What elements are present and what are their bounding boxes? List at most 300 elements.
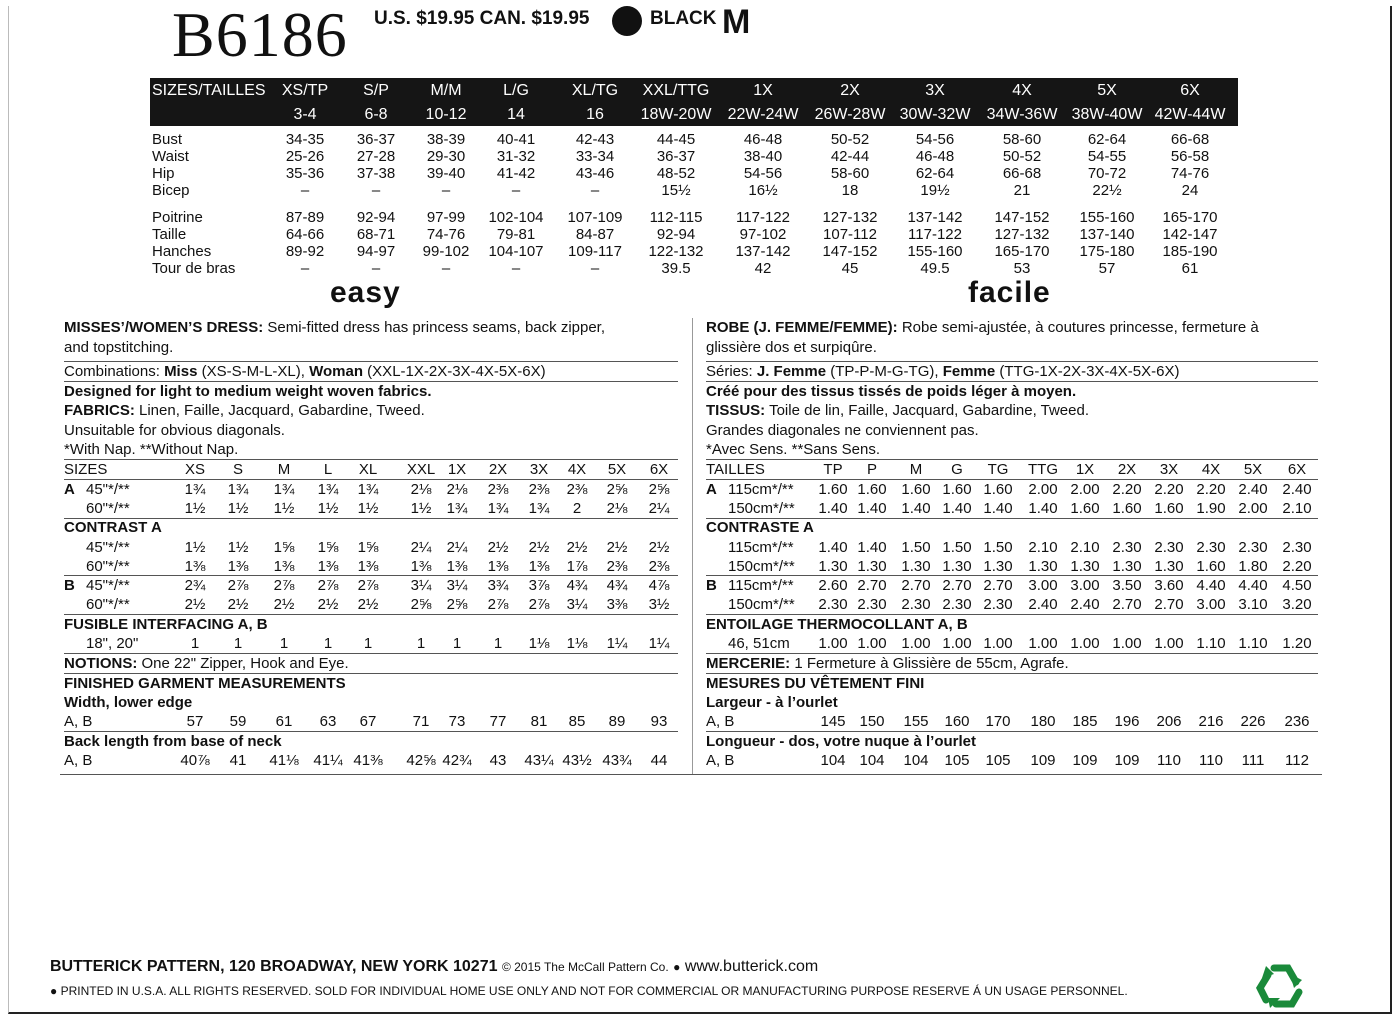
size-header-cell: 4X [1012, 82, 1032, 99]
measure-label: Tour de bras [152, 260, 236, 277]
finished-cell: 110 [1199, 752, 1223, 769]
yardage-cell: 2¼ [446, 539, 468, 556]
finished-cell: 77 [489, 713, 507, 730]
website-link[interactable]: www.butterick.com [684, 958, 819, 975]
finished-cell: 89 [608, 713, 626, 730]
designed-for-part: Créé pour des tissus tissés de poids léger à moyen. [706, 383, 1077, 400]
measure-cell: 49.5 [920, 260, 950, 277]
yardage-cell: 2.70 [1112, 596, 1142, 613]
yardage-cell: 1.60 [1070, 500, 1100, 517]
designed-for-part: Designed for light to medium weight woven fabrics. [64, 383, 432, 400]
divider [706, 614, 1318, 615]
yardage-cell: 1⅜ [357, 558, 379, 575]
yardage-cell: 2 [572, 500, 582, 517]
yardage-size-header: 5X [607, 461, 627, 478]
measure-cell: 102-104 [488, 209, 544, 226]
measure-cell: 45 [841, 260, 859, 277]
notions [706, 655, 1069, 673]
yardage-cell: 1¾ [273, 481, 295, 498]
fabrics-part: Linen, Faille, Jacquard, Gabardine, Tweed. [134, 402, 425, 419]
yardage-cell: 3¾ [487, 577, 509, 594]
measure-cell: – [590, 182, 600, 199]
yardage-cell: 3.00 [1070, 577, 1100, 594]
back-lead-part: A, B [64, 752, 93, 769]
yardage-cell: 2⅜ [648, 558, 670, 575]
measure-cell: 38-39 [426, 131, 466, 148]
yardage-cell: 2⅜ [566, 481, 588, 498]
divider [64, 731, 678, 732]
yardage-cell: 2⅜ [606, 558, 628, 575]
finished-cell: 43½ [562, 752, 592, 769]
finished-cell: 43 [489, 752, 507, 769]
measure-cell: 44-45 [656, 131, 696, 148]
combinations-part: (TP-P-M-G-TG), [826, 363, 943, 380]
divider [64, 575, 678, 576]
measure-cell: 74-76 [426, 226, 466, 243]
yardage-cell: 1.80 [1238, 558, 1268, 575]
finished-cell: 42¾ [442, 752, 472, 769]
measure-cell: 104-107 [488, 243, 544, 260]
size-header-cell: XS/TP [281, 82, 329, 99]
yardage-cell: 1.30 [1154, 558, 1184, 575]
subsize-header-cell: 26W-28W [814, 106, 886, 123]
fabric-width: 45"*/** [86, 577, 130, 594]
measure-cell: 54-56 [743, 165, 783, 182]
subsize-header-cell: 3-4 [293, 106, 317, 123]
yardage-size-header: 3X [529, 461, 549, 478]
yardage-cell: 1.40 [1028, 500, 1058, 517]
yardage-cell: 2⅞ [317, 577, 339, 594]
measure-cell: – [590, 260, 600, 277]
garment-description-part: MISSES’/WOMEN’S DRESS: [64, 319, 264, 336]
yardage-cell: 1.00 [818, 635, 848, 652]
notions [64, 655, 349, 673]
fabrics-part: Toile de lin, Faille, Jacquard, Gabardine, Tweed. [765, 402, 1089, 419]
measure-cell: 35-36 [285, 165, 325, 182]
yardage-cell: 1.30 [1112, 558, 1142, 575]
garment-description-part: ROBE (J. FEMME/FEMME): [706, 319, 898, 336]
footer-line [50, 958, 818, 976]
yardage-size-header: M [909, 461, 923, 478]
finished-cell: 42⅝ [406, 752, 436, 769]
measure-cell: 117-122 [908, 226, 962, 243]
yardage-cell: 1 [416, 635, 426, 652]
notions-part: NOTIONS: [64, 655, 138, 672]
yardage-size-header: XS [184, 461, 206, 478]
yardage-cell: 2.70 [942, 577, 972, 594]
measure-cell: 54-56 [915, 131, 955, 148]
yardage-cell: 1.00 [942, 635, 972, 652]
combinations-part: Miss [164, 363, 198, 380]
yardage-cell: 2½ [566, 539, 588, 556]
finished-cell: 196 [1114, 713, 1140, 730]
yardage-cell: 1.30 [983, 558, 1013, 575]
notions-part: MERCERIE: [706, 655, 791, 672]
divider [64, 653, 678, 654]
measure-cell: – [511, 182, 521, 199]
measure-cell: 54-55 [1087, 148, 1127, 165]
yardage-cell: 2.20 [1196, 481, 1226, 498]
measure-cell: 185-190 [1162, 243, 1218, 260]
printed-notice [50, 984, 1128, 998]
yardage-size-header: M [277, 461, 291, 478]
size-header-cell: 2X [840, 82, 860, 99]
measure-cell: 92-94 [656, 226, 696, 243]
measure-cell: 58-60 [830, 165, 870, 182]
finished-cell: 236 [1284, 713, 1310, 730]
finished-cell: 155 [903, 713, 929, 730]
yardage-size-header: 3X [1159, 461, 1179, 478]
yardage-cell: 2½ [227, 596, 249, 613]
divider [706, 459, 1318, 460]
yardage-cell: 3.50 [1112, 577, 1142, 594]
yardage-cell: 2½ [487, 539, 509, 556]
combinations-part: (TTG-1X-2X-3X-4X-5X-6X) [995, 363, 1180, 380]
yardage-cell: 2⅝ [446, 596, 468, 613]
bullet: ● [673, 960, 681, 974]
column-divider [692, 318, 693, 774]
yardage-cell: 1½ [273, 500, 295, 517]
yardage-size-header: TP [823, 461, 843, 478]
yardage-cell: 1 [279, 635, 289, 652]
fabric-width: 150cm*/** [728, 558, 795, 575]
measure-cell: 107-109 [567, 209, 623, 226]
measure-cell: 84-87 [575, 226, 615, 243]
yardage-cell: 1½ [184, 500, 206, 517]
yardage-cell: 1.00 [1028, 635, 1058, 652]
combinations-part: (XS-S-M-L-XL), [197, 363, 310, 380]
yardage-cell: 3.10 [1238, 596, 1268, 613]
yardage-cell: 2.20 [1112, 481, 1142, 498]
finished-cell: 40⅞ [180, 752, 210, 769]
measure-cell: – [441, 182, 451, 199]
finished-cell: 63 [319, 713, 337, 730]
yardage-cell: 1.50 [942, 539, 972, 556]
combinations-part: J. Femme [756, 363, 827, 380]
measure-cell: 64-66 [285, 226, 325, 243]
view-letter: B [706, 577, 717, 594]
color-dot-icon [612, 6, 642, 36]
designed-for [706, 383, 1076, 401]
yardage-cell: 1 [363, 635, 373, 652]
yardage-size-header: 4X [567, 461, 587, 478]
width-label-part: Largeur - à l’ourlet [706, 694, 838, 711]
fabric-width: 60"*/** [86, 596, 130, 613]
bottom-divider [60, 774, 1322, 775]
measure-cell: 62-64 [915, 165, 955, 182]
yardage-cell: 1.10 [1196, 635, 1226, 652]
yardage-cell: 2¾ [184, 577, 206, 594]
yardage-cell: 1.30 [1070, 558, 1100, 575]
fabric-width: 46, 51cm [728, 635, 790, 652]
finished-label-part: FINISHED GARMENT MEASUREMENTS [64, 675, 346, 692]
yardage-size-header: 6X [1287, 461, 1307, 478]
divider [706, 479, 1318, 480]
yardage-cell: 3.60 [1154, 577, 1184, 594]
company-address: BUTTERICK PATTERN, 120 BROADWAY, NEW YORK 10271 [50, 958, 498, 975]
measure-cell: – [441, 260, 451, 277]
yardage-cell: 1.10 [1238, 635, 1268, 652]
yardage-cell: 2.70 [901, 577, 931, 594]
back-length-label-part: Longueur - dos, votre nuque à l’ourlet [706, 733, 977, 750]
width-lead [64, 713, 92, 731]
finished-cell: 59 [229, 713, 247, 730]
fusible-label [706, 616, 968, 634]
measure-cell: 42 [754, 260, 772, 277]
yardage-cell: 2⅞ [528, 596, 550, 613]
subsize-header-cell: 30W-32W [899, 106, 971, 123]
measure-cell: 137-140 [1079, 226, 1135, 243]
measure-cell: 175-180 [1079, 243, 1135, 260]
divider [64, 673, 678, 674]
yardage-cell: 1.60 [1154, 500, 1184, 517]
yardage-cell: 2.40 [1028, 596, 1058, 613]
size-header-cell: 6X [1180, 82, 1200, 99]
contrast-label-part: CONTRAST A [64, 519, 162, 536]
fabric-width: 60"*/** [86, 558, 130, 575]
yardage-cell: 2.70 [983, 577, 1013, 594]
measure-cell: 61 [1181, 260, 1199, 277]
measure-label: Hip [152, 165, 175, 182]
yardage-cell: 2.10 [1028, 539, 1058, 556]
yardage-cell: 4¾ [566, 577, 588, 594]
finished-cell: 105 [985, 752, 1011, 769]
yardage-cell: 1.60 [1196, 558, 1226, 575]
yardage-cell: 2.30 [901, 596, 931, 613]
yardage-cell: 1.00 [857, 635, 887, 652]
width-label [706, 694, 838, 712]
yardage-size-header: 2X [488, 461, 508, 478]
measure-cell: 137-142 [735, 243, 791, 260]
divider [64, 381, 678, 382]
yardage-size-header: S [232, 461, 244, 478]
yardage-cell: 3½ [648, 596, 670, 613]
yardage-cell: 1.30 [901, 558, 931, 575]
yardage-cell: 2⅝ [606, 481, 628, 498]
yardage-cell: 2.20 [1154, 481, 1184, 498]
nap-note-part: *With Nap. **Without Nap. [64, 441, 239, 458]
yardage-size-header: G [951, 461, 963, 478]
yardage-cell: 2.10 [1282, 500, 1312, 517]
yardage-cell: 2⅞ [273, 577, 295, 594]
yardage-cell: 2.30 [1282, 539, 1312, 556]
yardage-cell: 4.50 [1282, 577, 1312, 594]
fabrics-part: TISSUS: [706, 402, 766, 419]
width-label [64, 694, 192, 712]
yardage-cell: 2.70 [857, 577, 887, 594]
yardage-cell: 1½ [317, 500, 339, 517]
back-length-label [64, 733, 282, 751]
yardage-cell: 1.40 [857, 539, 887, 556]
divider [706, 361, 1318, 362]
yardage-cell: 1¾ [317, 481, 339, 498]
divider [706, 731, 1318, 732]
size-header-cell: S/P [363, 82, 389, 99]
yardage-cell: 1.20 [1282, 635, 1312, 652]
yardage-cell: 1½ [227, 500, 249, 517]
yardage-cell: 2.30 [818, 596, 848, 613]
garment-description-line2-part: and topstitching. [64, 339, 174, 356]
yardage-cell: 1⅝ [357, 539, 379, 556]
yardage-cell: 2.40 [1070, 596, 1100, 613]
yardage-cell: 1¼ [648, 635, 670, 652]
measure-cell: 165-170 [1162, 209, 1218, 226]
yardage-cell: 2⅞ [227, 577, 249, 594]
width-lead-part: A, B [706, 713, 735, 730]
yardage-cell: 2.30 [983, 596, 1013, 613]
measure-cell: 147-152 [822, 243, 878, 260]
measure-cell: 21 [1013, 182, 1031, 199]
yardage-cell: 1.30 [818, 558, 848, 575]
divider [706, 653, 1318, 654]
sizes-label-part: TAILLES [706, 461, 765, 478]
finished-cell: 216 [1198, 713, 1224, 730]
measure-cell: 31-32 [496, 148, 536, 165]
finished-cell: 57 [186, 713, 204, 730]
measure-cell: 57 [1098, 260, 1116, 277]
yardage-cell: 1.60 [818, 481, 848, 498]
yardage-size-header: TG [987, 461, 1009, 478]
measure-cell: 37-38 [356, 165, 396, 182]
garment-description [706, 319, 1259, 337]
yardage-cell: 4¾ [606, 577, 628, 594]
yardage-cell: 1⅛ [528, 635, 550, 652]
finished-cell: 104 [820, 752, 846, 769]
combinations-part: Woman [309, 363, 364, 380]
measure-cell: 127-132 [994, 226, 1050, 243]
difficulty-en: easy [330, 276, 401, 309]
combinations [64, 363, 546, 381]
yardage-cell: 2⅛ [446, 481, 468, 498]
yardage-cell: 1 [323, 635, 333, 652]
yardage-cell: 2.70 [1154, 596, 1184, 613]
yardage-size-header: P [866, 461, 878, 478]
fabric-width: 60"*/** [86, 500, 130, 517]
combinations-part: Femme [942, 363, 996, 380]
yardage-cell: 2⅛ [410, 481, 432, 498]
measure-cell: 43-46 [575, 165, 615, 182]
yardage-cell: 2½ [606, 539, 628, 556]
view-letter: B [64, 577, 75, 594]
measure-cell: 39-40 [426, 165, 466, 182]
measure-cell: 79-81 [496, 226, 536, 243]
finished-cell: 104 [859, 752, 885, 769]
finished-cell: 61 [275, 713, 293, 730]
yardage-cell: 1¼ [606, 635, 628, 652]
measure-cell: 15½ [661, 182, 691, 199]
fabrics [706, 402, 1089, 420]
sizes-label [64, 461, 107, 479]
view-letter: A [706, 481, 717, 498]
size-header-cell: 3X [925, 82, 945, 99]
measure-label: Bust [152, 131, 183, 148]
finished-cell: 109 [1030, 752, 1056, 769]
bullet: ● [50, 984, 58, 998]
yardage-cell: 1.60 [901, 481, 931, 498]
measure-cell: 56-58 [1170, 148, 1210, 165]
fabrics-part: FABRICS: [64, 402, 135, 419]
measure-cell: 66-68 [1170, 131, 1210, 148]
fabric-width: 18", 20" [86, 635, 139, 652]
measure-cell: – [371, 260, 381, 277]
finished-cell: 43¼ [524, 752, 554, 769]
divider [64, 479, 678, 480]
size-header-cell: M/M [430, 82, 462, 99]
yardage-cell: 2¼ [410, 539, 432, 556]
yardage-cell: 4.40 [1238, 577, 1268, 594]
measure-cell: 34-35 [285, 131, 325, 148]
yardage-cell: 1½ [410, 500, 432, 517]
measure-cell: 137-142 [907, 209, 963, 226]
yardage-cell: 1⅝ [317, 539, 339, 556]
finished-cell: 170 [985, 713, 1011, 730]
yardage-cell: 2.30 [1154, 539, 1184, 556]
yardage-cell: 2.40 [1238, 481, 1268, 498]
yardage-cell: 2½ [317, 596, 339, 613]
yardage-cell: 1¾ [184, 481, 206, 498]
yardage-cell: 1.60 [983, 481, 1013, 498]
unsuitable-part: Unsuitable for obvious diagonals. [64, 422, 285, 439]
measure-cell: 70-72 [1087, 165, 1127, 182]
yardage-cell: 1.00 [1070, 635, 1100, 652]
yardage-cell: 2.30 [942, 596, 972, 613]
finished-cell: 67 [359, 713, 377, 730]
yardage-cell: 2.60 [818, 577, 848, 594]
back-lead [706, 752, 734, 770]
yardage-cell: 2⅝ [410, 596, 432, 613]
measure-cell: 41-42 [496, 165, 536, 182]
yardage-cell: 1.00 [1154, 635, 1184, 652]
yardage-cell: 1 [233, 635, 243, 652]
yardage-cell: 2.00 [1238, 500, 1268, 517]
yardage-cell: 1.40 [818, 539, 848, 556]
yardage-cell: 1.30 [1028, 558, 1058, 575]
size-chart-label: SIZES/TAILLES [152, 82, 266, 99]
fabric-width: 115cm*/** [728, 539, 794, 556]
contrast-label-part: CONTRASTE A [706, 519, 814, 536]
finished-label [64, 675, 346, 693]
yardage-size-header: 1X [1075, 461, 1095, 478]
measure-cell: 117-122 [736, 209, 790, 226]
fusible-label [64, 616, 268, 634]
finished-cell: 110 [1157, 752, 1181, 769]
measure-cell: 36-37 [356, 131, 396, 148]
yardage-size-header: 6X [649, 461, 669, 478]
yardage-cell: 1⅜ [184, 558, 206, 575]
yardage-cell: 1⅜ [317, 558, 339, 575]
measure-label: Taille [152, 226, 187, 243]
yardage-cell: 1¾ [446, 500, 468, 517]
yardage-cell: 1¾ [528, 500, 550, 517]
fabric-width: 115cm*/** [728, 481, 794, 498]
measure-cell: 40-41 [496, 131, 536, 148]
fusible-label-part: ENTOILAGE THERMOCOLLANT A, B [706, 616, 968, 633]
notions-part: One 22" Zipper, Hook and Eye. [137, 655, 349, 672]
yardage-cell: 1.40 [942, 500, 972, 517]
yardage-cell: 2½ [648, 539, 670, 556]
yardage-cell: 1½ [184, 539, 206, 556]
subsize-header-cell: 34W-36W [986, 106, 1058, 123]
finished-cell: 226 [1240, 713, 1266, 730]
finished-cell: 112 [1285, 752, 1309, 769]
yardage-cell: 1.00 [901, 635, 931, 652]
yardage-cell: 1.40 [857, 500, 887, 517]
subsize-header-cell: 10-12 [425, 106, 467, 123]
yardage-cell: 1⅜ [446, 558, 468, 575]
pattern-number: B6186 [172, 0, 348, 70]
yardage-cell: 1⅞ [566, 558, 588, 575]
size-header-cell: 5X [1097, 82, 1117, 99]
